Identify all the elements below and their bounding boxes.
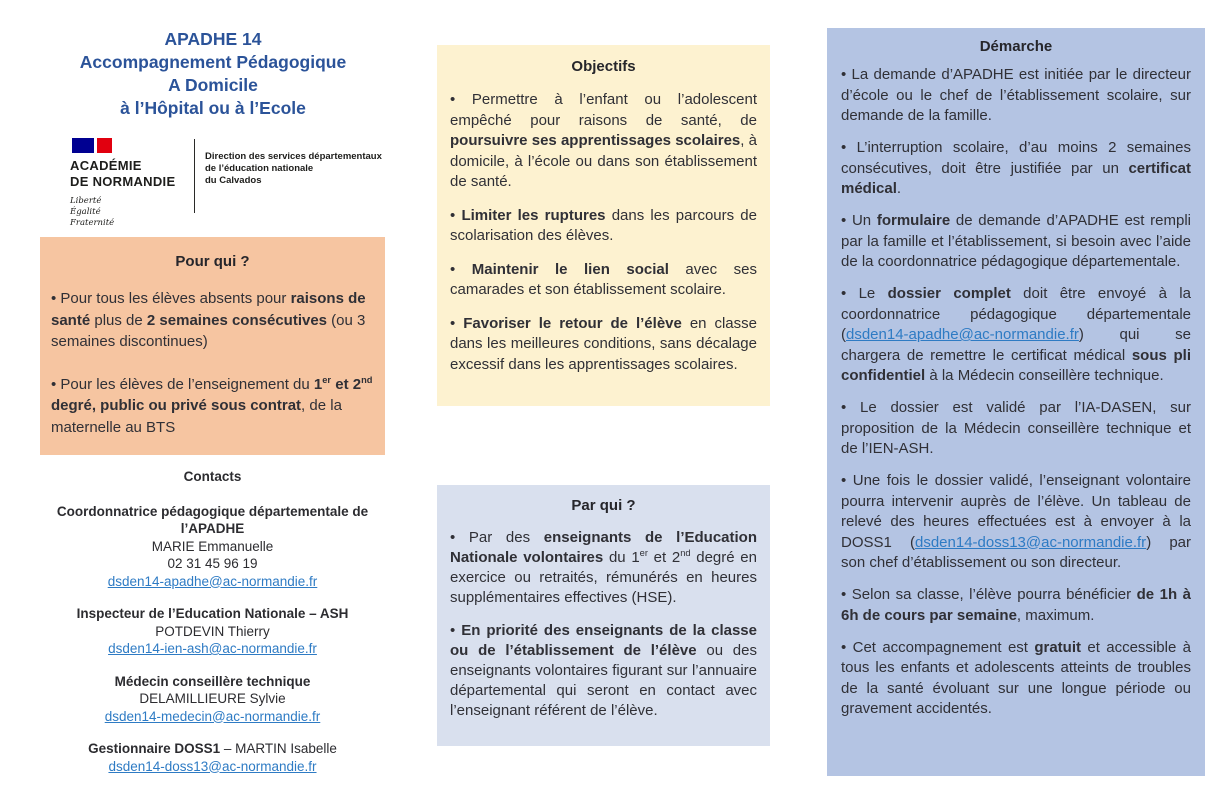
text-line [841,471,1191,574]
text-segment: , de la maternelle au BTS [51,397,342,436]
text-segment: • [450,260,472,278]
logo-academy-name [70,158,186,190]
contact-medecin [40,673,385,726]
text-line [841,638,1191,720]
par-qui-box [437,485,770,746]
text-segment: Coordonnatrice pédagogique départementale de l’APADHE [56,503,369,536]
text-line [841,284,1191,387]
text-segment: dossier complet [887,285,1011,302]
motto-line-2: Égalité [70,207,101,217]
pour-qui-content [51,288,374,438]
text-segment: • Une fois le dossier validé, l’enseignant volontaire pourra intervenir auprès de l’élève. Un tableau de relevé des heures effectuées est à envoyer à la DOSS1 ( [841,472,1191,551]
pour-qui-box [40,237,385,455]
text-segment: 02 31 45 96 19 [167,556,258,571]
text-line [40,673,385,691]
logo-divider [194,139,195,213]
title-line-2: Accompagnement Pédagogique [79,52,347,72]
text-segment: plus de [90,311,147,329]
text-segment: er [322,374,332,385]
text-segment: ou des enseignants volontaires figurant sur l’annuaire départemental qui seront en contact avec l’enseignant référent de l’élève. [450,642,757,719]
text-segment: er [639,548,648,558]
par-qui-heading: Par qui ? [571,497,636,514]
text-segment: certificat médical [841,159,1191,197]
text-segment: nd [680,548,691,558]
text-segment: et accessible à tous les enfants et adolescents atteints de troubles de la santé évoluant sur une longue période ou gravement accidentés. [841,638,1191,717]
text-segment: Gestionnaire DOSS1 [88,741,221,756]
text-segment: avec ses camarades et son établissement scolaire. [450,260,757,298]
text-segment: • Pour les élèves de l’enseignement du [51,375,314,393]
text-segment: Inspecteur de l’Education Nationale – ASH [76,606,349,621]
text-segment: et 2 [647,549,681,566]
text-segment: 1 [313,375,323,393]
objectifs-heading: Objectifs [571,58,636,75]
text-segment: degré en exercice ou retraités, rémunérés en heures supplémentaires effectives (HSE). [450,549,757,606]
text-line [841,398,1191,460]
text-line [40,690,385,708]
text-segment: DELAMILLIEURE Sylvie [139,691,286,706]
email-link[interactable]: dsden14-ien-ash@ac-normandie.fr [108,641,317,656]
text-segment: MARIE Emmanuelle [151,538,274,554]
text-line [450,90,757,193]
pour-qui-heading: Pour qui ? [175,253,250,270]
motto-line-1: Liberté [70,196,102,206]
text-segment: En priorité des enseignants de la classe ou de l’établissement de l’élève [450,622,757,659]
text-line [40,640,385,658]
direction-line-1: Direction des services départementaux [205,151,382,162]
text-line [450,621,757,721]
motto-line-3: Fraternité [70,218,115,228]
contact-gestionnaire [40,740,385,775]
email-link[interactable]: dsden14-medecin@ac-normandie.fr [104,708,321,724]
text-segment: en classe dans les meilleures conditions, sans décalage excessif dans les apprentissages scolaires. [450,314,757,373]
text-segment: ) qui se chargera de remettre le certificat médical [841,326,1191,364]
text-line [841,138,1191,200]
text-segment: • [450,622,462,639]
text-segment: • La demande d’APADHE est initiée par le directeur d’école ou le chef de l’établissement scolaire, sur demande de la famille. [841,66,1191,124]
text-line [841,211,1191,273]
text-segment: • Le [841,285,888,302]
text-segment: poursuivre ses apprentissages scolaires [450,132,741,149]
text-line [40,605,385,623]
text-segment: Limiter les ruptures [461,206,606,224]
text-segment: Favoriser le retour de l’élève [463,314,682,332]
objectifs-content [450,90,757,375]
text-line [841,65,1191,127]
text-segment: formulaire [876,212,951,229]
text-line [51,374,374,439]
demarche-box [827,28,1205,776]
text-line [40,503,385,538]
text-segment: , maximum. [1016,606,1095,624]
text-line [450,206,757,247]
text-segment: gratuit [1034,638,1081,656]
text-segment: dans les parcours de scolarisation des élèves. [450,206,757,244]
email-link[interactable]: dsden14-doss13@ac-normandie.fr [914,533,1147,551]
flag-red-panel [97,138,112,153]
text-line [450,528,757,608]
text-segment: • Un [841,212,877,229]
text-segment: 2 semaines consécutives [146,311,328,329]
text-segment: • Cet accompagnement est [841,638,1035,656]
text-segment: • Selon sa classe, l’élève pourra bénéficier [841,586,1137,603]
flag-blue-panel [72,138,94,153]
text-line [450,314,757,376]
text-line [40,573,385,591]
text-line [40,538,385,556]
text-segment: , à domicile, à l’école ou dans son établissement de santé. [450,132,757,190]
text-segment: de 1h à 6h de cours par semaine [841,586,1191,624]
contact-inspecteur [40,605,385,658]
text-segment: à la Médecin conseillère technique. [925,367,1164,384]
text-segment: sous pli confidentiel [841,346,1191,384]
contacts-heading: Contacts [183,469,242,484]
text-segment: raisons de santé [51,290,366,329]
text-segment: nd [361,374,373,385]
logo-direction-text [205,138,385,187]
text-segment: du 1 [603,549,640,566]
french-flag-icon [72,138,186,153]
direction-line-2: de l’éducation nationale [205,163,314,174]
text-segment: POTDEVIN Thierry [155,623,270,639]
logo-left-block [70,138,186,229]
text-segment: • [450,314,464,332]
text-line [450,260,757,301]
text-line [40,555,385,573]
academie-normandie-logo [70,138,385,229]
text-segment: de demande d’APADHE est rempli par la famille et l’établissement, si besoin avec l’aide de la coordonnatrice pédagogique départementale. [841,212,1191,270]
contact-coordonnatrice [40,503,385,591]
title-line-4: à l’Hôpital ou à l’Ecole [120,98,306,118]
text-line [841,585,1191,626]
text-segment: degré, public ou privé sous contrat [51,397,302,414]
objectifs-box [437,45,770,406]
text-line [40,740,385,758]
text-segment: et 2 [331,375,362,393]
direction-line-3: du Calvados [205,175,262,186]
text-segment: • Le dossier est validé par l’IA-DASEN, sur proposition de la Médecin conseillère technique et de l’IEN-ASH. [841,399,1191,457]
text-segment: – MARTIN Isabelle [220,741,337,756]
text-segment: • Par des [450,529,544,546]
text-segment: • L’interruption scolaire, d’au moins 2 semaines consécutives, doit être justifiée par un [841,139,1191,177]
text-segment: doit être envoyé à la coordonnatrice pédagogique départementale ( [841,285,1191,343]
title-line-1: APADHE 14 [164,29,262,49]
text-segment: . [896,180,902,197]
text-line [40,758,385,776]
text-segment: Maintenir le lien social [471,260,669,278]
academy-line-2: DE NORMANDIE [70,174,176,189]
text-line [51,288,374,353]
text-line [40,623,385,641]
text-segment: (ou 3 semaines discontinues) [51,311,366,350]
contacts-section [40,468,385,790]
text-line [40,708,385,726]
par-qui-content [450,528,757,721]
document-title [46,28,380,120]
text-segment: enseignants de l’Education Nationale volontaires [450,529,758,566]
text-segment: • [450,206,462,224]
academy-line-1: ACADÉMIE [70,158,142,173]
demarche-content [841,65,1191,720]
title-line-3: A Domicile [168,75,258,95]
email-link[interactable]: dsden14-apadhe@ac-normandie.fr [846,326,1079,343]
email-link[interactable]: dsden14-doss13@ac-normandie.fr [108,758,317,774]
demarche-heading: Démarche [979,38,1053,55]
email-link[interactable]: dsden14-apadhe@ac-normandie.fr [107,573,318,589]
text-segment: Médecin conseillère technique [114,673,311,689]
logo-motto [70,196,186,229]
text-segment: • Pour tous les élèves absents pour [51,290,291,307]
text-segment: ) par son chef d’établissement ou son directeur. [841,533,1191,571]
text-segment: • Permettre à l’enfant ou l’adolescent empêché pour raisons de santé, de [450,91,757,129]
